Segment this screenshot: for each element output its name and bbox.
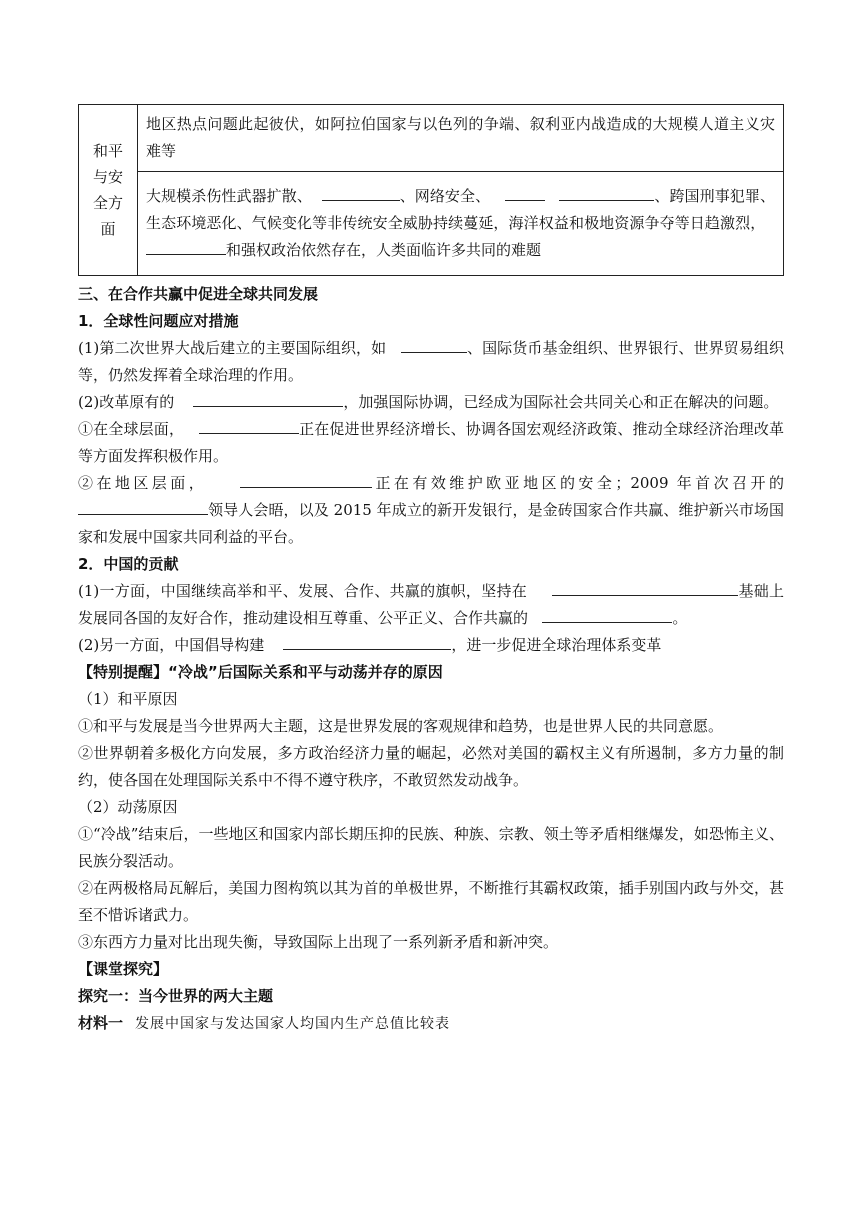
paragraph: ②在两极格局瓦解后，美国力图构筑以其为首的单极世界，不断推行其霸权政策，插手别国内政与外交，甚至不惜诉诸武力。 [78, 879, 784, 924]
table-cell-nontraditional-threats: 大规模杀伤性武器扩散、 、网络安全、 、跨国刑事犯罪、生态环境恶化、气候变化等非传统安全威胁持续蔓延，海洋权益和极地资源争夺等日趋激烈， 和强权政治依然存在，人类面临许多共同的难题 [138, 172, 784, 276]
subsection-heading: 1．全球性问题应对措施 [78, 312, 239, 330]
reminder-subtitle: （1）和平原因 [78, 690, 178, 708]
table-row-header [79, 105, 138, 276]
fill-blank[interactable] [78, 499, 208, 515]
paragraph: ②世界朝着多极化方向发展，多方政治经济力量的崛起，必然对美国的霸权主义有所遏制，多方力量的制约，使各国在处理国际关系中不得不遵守秩序，不敢贸然发动战争。 [78, 744, 784, 789]
fill-blank[interactable] [559, 185, 654, 201]
reminder-heading: 【特别提醒】“冷战”后国际关系和平与动荡并存的原因 [78, 663, 443, 681]
fill-blank[interactable] [193, 391, 343, 407]
row-header-line: 和平 [92, 142, 123, 160]
explore-subheading: 探究一：当今世界的两大主题 [78, 987, 274, 1005]
table-cell-hotspots: 地区热点问题此起彼伏，如阿拉伯国家与以色列的争端、叙利亚内战造成的大规模人道主义灾难等 [138, 105, 784, 172]
paragraph: ③东西方力量对比出现失衡，导致国际上出现了一系列新矛盾和新冲突。 [78, 933, 559, 951]
paragraph: (1)一方面，中国继续高举和平、发展、合作、共赢的旗帜，坚持在 基础上发展同各国的友好合作，推动建设相互尊重、公平正义、合作共赢的 。 [78, 582, 784, 627]
paragraph: (2)另一方面，中国倡导构建 ，进一步促进全球治理体系变革 [78, 636, 662, 654]
main-content [78, 281, 784, 1038]
peace-security-table [78, 104, 784, 276]
fill-blank[interactable] [542, 607, 672, 623]
fill-blank[interactable] [401, 337, 467, 353]
explore-heading: 【课堂探究】 [78, 960, 169, 978]
material-tag: 材料一 [78, 1014, 124, 1032]
paragraph: ①“冷战”结束后，一些地区和国家内部长期压抑的民族、种族、宗教、领土等矛盾相继爆发，如恐怖主义、民族分裂活动。 [78, 825, 784, 870]
reminder-subtitle: （2）动荡原因 [78, 798, 178, 816]
fill-blank[interactable] [322, 185, 400, 201]
material-caption-line [78, 1010, 784, 1038]
fill-blank[interactable] [240, 472, 372, 488]
row-header-line: 与安 [92, 168, 123, 186]
paragraph: ②在地区层面， 正在有效维护欧亚地区的安全；2009 年首次召开的 领导人会晤，以及 2015 年成立的新开发银行，是金砖国家合作共赢、维护新兴市场国家和发展中国家共同利益的平台。 [78, 474, 784, 546]
paragraph: (2)改革原有的 ，加强国际协调，已经成为国际社会共同关心和正在解决的问题。 [78, 393, 779, 411]
paragraph: (1)第二次世界大战后建立的主要国际组织，如 、国际货币基金组织、世界银行、世界贸易组织等，仍然发挥着全球治理的作用。 [78, 339, 784, 384]
material-caption: 发展中国家与发达国家人均国内生产总值比较表 [135, 1016, 451, 1032]
row-header-line: 全方 [92, 194, 123, 212]
fill-blank[interactable] [283, 634, 451, 650]
section-heading: 三、在合作共赢中促进全球共同发展 [78, 285, 319, 303]
paragraph: ①在全球层面， 正在促进世界经济增长、协调各国宏观经济政策、推动全球经济治理改革等方面发挥积极作用。 [78, 420, 784, 465]
fill-blank[interactable] [199, 418, 299, 434]
fill-blank[interactable] [505, 185, 545, 201]
paragraph: ①和平与发展是当今世界两大主题，这是世界发展的客观规律和趋势，也是世界人民的共同意愿。 [78, 717, 724, 735]
subsection-heading: 2．中国的贡献 [78, 555, 179, 573]
fill-blank[interactable] [552, 580, 738, 596]
row-header-line: 面 [100, 220, 116, 238]
fill-blank[interactable] [146, 239, 226, 255]
